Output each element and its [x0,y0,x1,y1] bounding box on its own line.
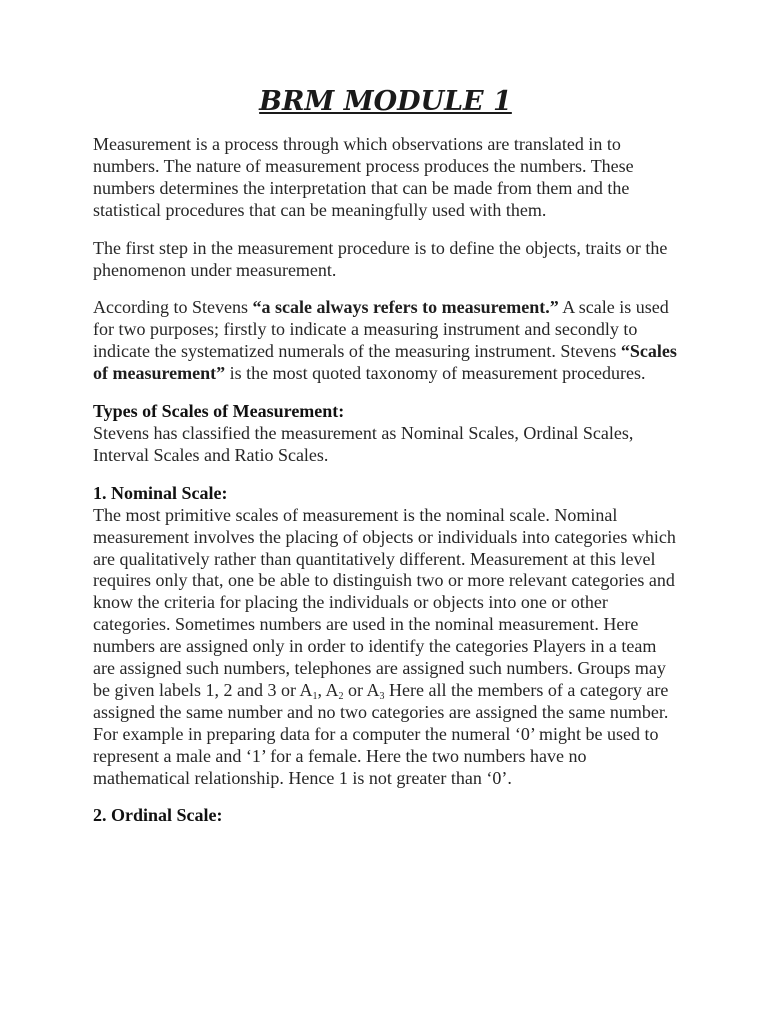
subscript-1: 1 [312,690,318,702]
paragraph-stevens [93,297,678,385]
paragraph-first-step: The first step in the measurement procedure is to define the objects, traits or the phenomenon under measurement. [93,237,668,280]
stevens-quote-2: “Scales of measurement” [93,341,677,384]
stevens-text-1: According to Stevens [93,297,253,318]
heading-ordinal-scale: 2. Ordinal Scale: [93,805,223,826]
heading-nominal-scale: 1. Nominal Scale: [93,482,228,503]
stevens-quote-1: “a scale always refers to measurement.” [252,297,559,318]
paragraph-nominal-scale [93,505,678,790]
document-title: BRM MODULE 1 [259,86,512,117]
stevens-text-2: A scale is used for two purposes; firstly to indicate a measuring instrument and secondly to indicate the systematized numerals of the measuring instrument. Stevens [93,297,669,362]
paragraph-types-of-scales: Stevens has classified the measurement as Nominal Scales, Ordinal Scales, Interval Scales and Ratio Scales. [93,422,634,465]
heading-types-of-scales: Types of Scales of Measurement: [93,401,345,422]
paragraph-measurement-definition: Measurement is a process through which observations are translated in to numbers. The nature of measurement process produces the numbers. These numbers determines the interpretation that can be made from them and the statistical procedures that can be meaningfully used with them. [93,134,634,220]
stevens-text-3: is the most quoted taxonomy of measurement procedures. [225,363,646,384]
document-page [93,84,678,827]
nominal-sep-2: or A [343,679,380,700]
subscript-2: 2 [338,690,344,702]
subscript-3: 3 [379,690,385,702]
nominal-text-2: Here all the members of a category are assigned the same number and no two categories are assigned the same number. For example in preparing data for a computer the numeral ‘0’ might be used to represent a male and ‘1’ for a female. Here the two numbers have no mathematical relationship. Hence 1 is not greater than ‘0’. [93,679,669,788]
nominal-sep-1: , A [317,679,339,700]
nominal-text-1: The most primitive scales of measurement is the nominal scale. Nominal measurement involves the placing of objects or individuals into categories which are qualitatively rather than quantitatively different. Measurement at this level requires only that, one be able to distinguish two or more relevant categories and know the criteria for placing the individuals or objects into one or other categories. Sometimes numbers are used in the nominal measurement. Here numbers are assigned only in order to identify the categories Players in a team are assigned such numbers, telephones are assigned such numbers. Groups may be given labels 1, 2 and 3 or A [93,504,676,700]
